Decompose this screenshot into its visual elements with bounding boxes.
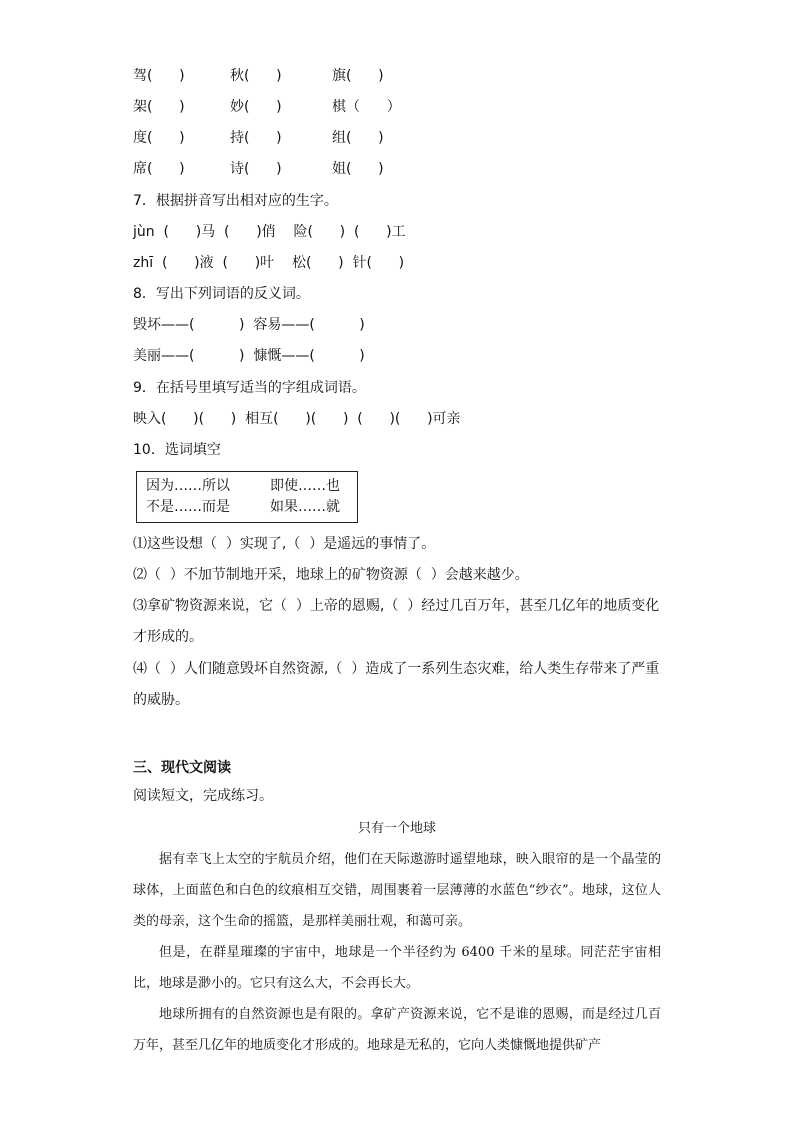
word-option: 不是……而是 bbox=[146, 499, 230, 515]
char-cell: 席( ) bbox=[133, 161, 185, 177]
question-10-item-2: ⑵（ ）不加节制地开采，地球上的矿物资源（ ）会越来越少。 bbox=[133, 567, 529, 583]
question-10-item-3: ⑶拿矿物资源来说，它（ ）上帝的恩赐,（ ）经过几百万年，甚至几亿年的地质变化 bbox=[133, 598, 660, 614]
question-9-title: 9．在括号里填写适当的字组成词语。 bbox=[133, 380, 366, 396]
question-10-item-4: ⑷（ ）人们随意毁坏自然资源,（ ）造成了一系列生态灾难，给人类生存带来了严重 bbox=[133, 661, 660, 677]
char-cell: 妙( ) bbox=[230, 99, 282, 115]
question-8-line-1: 毁坏——( ) 容易——( ) bbox=[133, 317, 365, 333]
section-heading: 三、现代文阅读 bbox=[133, 760, 231, 776]
passage-title: 只有一个地球 bbox=[357, 821, 436, 836]
char-cell: 组( ) bbox=[332, 130, 384, 146]
question-10-title: 10．选词填空 bbox=[133, 442, 221, 458]
word-option: 如果……就 bbox=[270, 499, 340, 515]
char-cell: 秋( ) bbox=[230, 68, 282, 84]
question-7-line-1: jùn ( )马 ( )俏 险( ) ( )工 bbox=[133, 224, 406, 240]
char-cell: 诗( ) bbox=[230, 161, 282, 177]
question-7-title: 7．根据拼音写出相对应的生字。 bbox=[133, 193, 338, 209]
char-cell: 驾( ) bbox=[133, 68, 185, 84]
passage-paragraph-2: 但是，在群星璀璨的宇宙中，地球是一个半径约为 6400 千米的星球。同茫茫宇宙相比，地球是渺小的。它只有这么大，不会再长大。 bbox=[133, 945, 661, 991]
char-cell: 姐( ) bbox=[332, 161, 384, 177]
reading-instruction: 阅读短文，完成练习。 bbox=[133, 788, 273, 804]
question-10-item-1: ⑴这些设想（ ）实现了,（ ）是遥远的事情了。 bbox=[133, 536, 436, 552]
question-8-title: 8．写出下列词语的反义词。 bbox=[133, 286, 310, 302]
question-9-line-1: 映入( )( ) 相互( )( ) ( )( )可亲 bbox=[133, 411, 461, 427]
char-cell: 棋（ ） bbox=[332, 99, 401, 115]
question-7-line-2: zhī ( )液 ( )叶 松( ) 针( ) bbox=[133, 255, 405, 271]
word-choice-box bbox=[136, 471, 358, 523]
word-option: 即使……也 bbox=[270, 478, 340, 494]
word-option: 因为……所以 bbox=[146, 478, 230, 494]
char-cell: 架( ) bbox=[133, 99, 185, 115]
question-8-line-2: 美丽——( ) 慷慨——( ) bbox=[133, 348, 365, 364]
char-cell: 度( ) bbox=[133, 130, 185, 146]
passage-paragraph-1: 据有幸飞上太空的宇航员介绍，他们在天际遨游时遥望地球，映入眼帘的是一个晶莹的球体，上面蓝色和白色的纹痕相互交错，周围裹着一层薄薄的水蓝色“纱衣”。地球，这位人类的母亲，这个生命的摇篮，是那样美丽壮观，和蔼可亲。 bbox=[133, 852, 661, 929]
char-cell: 旗( ) bbox=[332, 68, 384, 84]
question-10-item-4-cont: 的威胁。 bbox=[133, 692, 189, 708]
passage-paragraph-3: 地球所拥有的自然资源也是有限的。拿矿产资源来说，它不是谁的恩赐，而是经过几百万年，甚至几亿年的地质变化才形成的。地球是无私的，它向人类慷慨地提供矿产 bbox=[133, 1007, 661, 1053]
question-10-item-3-cont: 才形成的。 bbox=[133, 629, 203, 645]
char-cell: 持( ) bbox=[230, 130, 282, 146]
